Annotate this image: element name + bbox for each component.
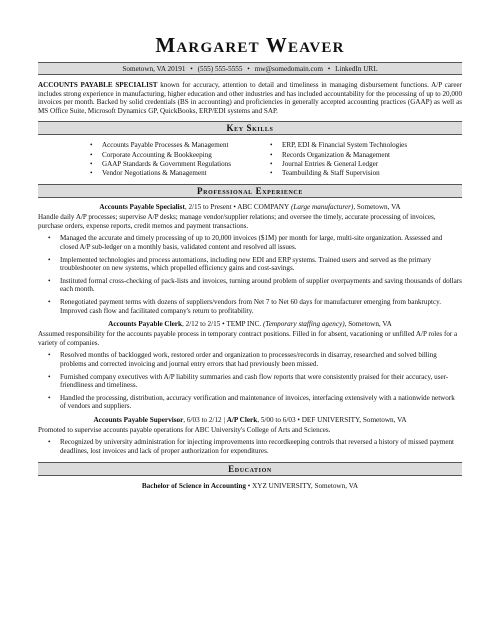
job-location: , Sometown, VA: [353, 203, 401, 212]
skill-item: • Corporate Accounting & Bookkeeping: [90, 151, 282, 160]
education-entry: [38, 482, 462, 490]
skills-column-2: [270, 141, 462, 178]
education-separator: •: [245, 481, 253, 490]
achievement-item: • Renegotiated payment terms with dozens of suppliers/vendors from Net 7 to Net 60 days for manufacturer emerging from bankruptcy. Improved cash flow and facilitated company's return to profitability.: [48, 298, 462, 315]
education-location: , Sometown, VA: [310, 481, 359, 490]
job-dates-secondary: , 5/00 to 6/03: [257, 415, 296, 424]
section-heading-education: Education: [38, 462, 462, 476]
skill-item: • Teambuilding & Staff Supervision: [270, 169, 462, 178]
contact-separator: •: [190, 65, 193, 73]
job-dates: , 2/15 to Present: [184, 203, 232, 212]
job-company: TEMP INC.: [226, 320, 262, 329]
job-role: Accounts Payable Supervisor: [93, 415, 184, 424]
achievement-item: • Recognized by university administration for injecting improvements into recordkeeping controls that reversed a history of missed payment deadlines, lost invoices and lack of proper authorization for expenditures.: [48, 438, 462, 455]
job-separator: •: [220, 320, 227, 329]
job-dates: , 2/12 to 2/15: [182, 320, 221, 329]
education-school: XYZ UNIVERSITY: [252, 481, 311, 490]
job-role-separator: |: [221, 415, 227, 424]
job-company: ABC COMPANY: [237, 203, 290, 212]
job-role: Accounts Payable Clerk: [108, 320, 182, 329]
skills-column-1: [90, 141, 282, 178]
job-company-note: (Temporary staffing agency): [261, 320, 345, 329]
summary-paragraph: [38, 81, 462, 115]
job-header: [38, 416, 462, 425]
achievement-item: • Resolved months of backlogged work, restored order and organization to processes/records in disarray, researched and solved billing problems and corrected invoicing and journal entry errors that had previously been missed.: [48, 351, 462, 368]
job-achievements: [38, 438, 462, 455]
job-achievements: [38, 351, 462, 411]
job-header: [38, 203, 462, 212]
job-description: Assumed responsibility for the accounts payable process in temporary contract positions. Filled in for absent, vacationing or unfilled A/P roles for a variety of companies.: [38, 330, 458, 347]
job-description: Handle daily A/P processes; supervise A/P desks; manage vendor/supplier relations; and oversee the timely, accurate processing of invoices, purchase orders, expense reports, credit memos and payment transactions.: [38, 213, 436, 230]
job-achievements: [38, 234, 462, 315]
skill-item: • Accounts Payable Processes & Management: [90, 141, 282, 150]
skill-item: • Records Organization & Management: [270, 151, 462, 160]
section-heading-skills: Key Skills: [38, 121, 462, 135]
job-company: DEF UNIVERSITY: [301, 415, 360, 424]
job-description: Promoted to supervise accounts payable operations for ABC University's College of Arts and Sciences.: [38, 425, 331, 434]
achievement-item: • Instituted formal cross-checking of pack-lists and invoices, turning around problem of supplier overpayments and saving thousands of dollars each month.: [48, 277, 462, 294]
job-location: , Sometown, VA: [359, 415, 407, 424]
job-dates: , 6/03 to 2/12: [183, 415, 222, 424]
contact-location: Sometown, VA 20191: [122, 65, 186, 73]
contact-separator: •: [247, 65, 250, 73]
contact-linkedin[interactable]: LinkedIn URL: [335, 65, 378, 73]
summary-lead: ACCOUNTS PAYABLE SPECIALIST: [38, 81, 158, 89]
skill-item: • GAAP Standards & Government Regulations: [90, 160, 282, 169]
skill-item: • Vendor Negotiations & Management: [90, 169, 282, 178]
achievement-item: • Managed the accurate and timely processing of up to 20,000 invoices ($1M) per month for large, multi-site organization. Assessed and closed A/P sub-ledger on a monthly basis, validated content and resolved all issues.: [48, 234, 462, 251]
job-separator: •: [231, 203, 238, 212]
contact-email[interactable]: mw@somedomain.com: [254, 65, 323, 73]
candidate-name: Margaret Weaver: [155, 33, 345, 57]
education-degree: Bachelor of Science in Accounting: [141, 481, 246, 490]
skills-list: [38, 135, 462, 178]
skill-item: • Journal Entries & General Ledger: [270, 160, 462, 169]
job-header: [38, 320, 462, 329]
job-separator: •: [295, 415, 302, 424]
achievement-item: • Handled the processing, distribution, accuracy verification and maintenance of invoices, interfacing extensively with a nationwide network of vendors and suppliers.: [48, 394, 462, 411]
achievement-item: • Implemented technologies and process automations, including new EDI and ERP systems. Trained users and served as the primary troubleshooter on new systems, which propelled efficiency gains and cost-savings.: [48, 256, 462, 273]
contact-bar: [38, 62, 462, 75]
job-company-note: (Large manufacturer): [289, 203, 354, 212]
skill-item: • ERP, EDI & Financial System Technologies: [270, 141, 462, 150]
job-location: , Sometown, VA: [344, 320, 392, 329]
summary-text: known for accuracy, attention to detail and timeliness in managing disbursement functions. A/P career includes strong experience in manufacturing, higher education and other industries and has included accountability for the processing of up to 20,000 invoices per month. Backed by solid credentials (BS in accounting) and proficiencies in generally accepted accounting practices (GAAP) as well as MS Office Suite, Microsoft Dynamics GP, QuickBooks, ERP/EDI systems and SAP.: [38, 81, 462, 115]
job-role: Accounts Payable Specialist: [99, 203, 185, 212]
contact-separator: •: [327, 65, 331, 73]
achievement-item: • Furnished company executives with A/P liability summaries and cash flow reports that were consistently praised for their accuracy, user-friendliness and timeliness.: [48, 373, 462, 390]
contact-phone: (555) 555-5555: [197, 65, 243, 73]
job-role-secondary: A/P Clerk: [226, 415, 258, 424]
section-heading-experience: Professional Experience: [38, 184, 462, 198]
